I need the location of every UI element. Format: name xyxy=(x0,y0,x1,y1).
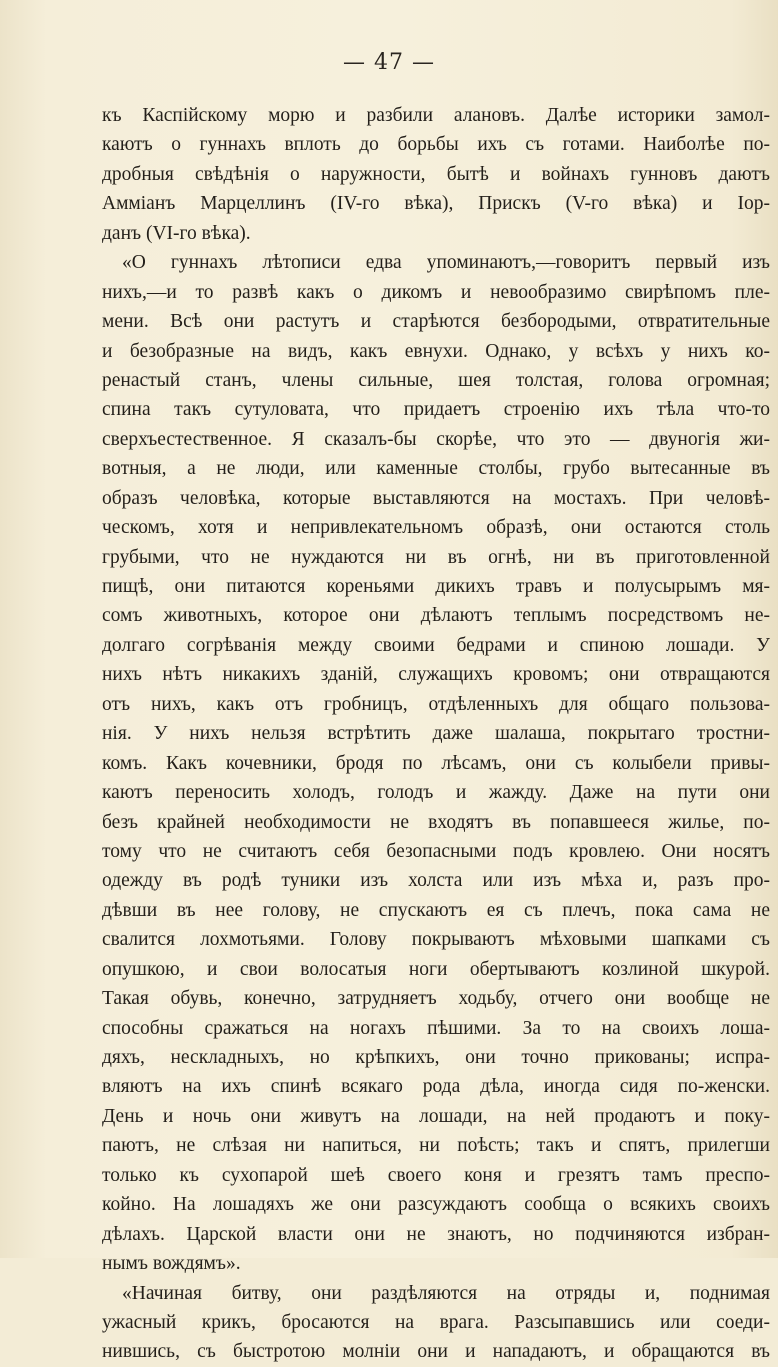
text-line: нымъ вождямъ». xyxy=(102,1253,241,1275)
text-line: каютъ переносить холодъ, голодъ и жажду. Даже на пути они xyxy=(102,782,770,804)
text-line: День и ночь они живутъ на лошади, на ней продаютъ и поку- xyxy=(102,1105,770,1127)
text-line: дробныя свѣдѣнія о наружности, бытѣ и войнахъ гунновъ даютъ xyxy=(102,163,770,185)
text-line: нихъ,—и то развѣ какъ о дикомъ и невообразимо свирѣпомъ пле- xyxy=(102,281,770,303)
text-line: вотныя, а не люди, или каменные столбы, грубо вытесанные въ xyxy=(102,458,770,480)
text-line: одежду въ родѣ туники изъ холста или изъ мѣха и, разъ про- xyxy=(102,870,770,892)
text-line: вляютъ на ихъ спинѣ всякаго рода дѣла, иногда сидя по-женски. xyxy=(102,1076,770,1098)
text-line: отъ нихъ, какъ отъ гробницъ, отдѣленныхъ для общаго пользова- xyxy=(102,693,770,715)
text-line: ренастый станъ, члены сильные, шея толстая, голова огромная; xyxy=(102,369,770,391)
text-line: комъ. Какъ кочевники, бродя по лѣсамъ, они съ колыбели привы- xyxy=(102,752,770,774)
body-text xyxy=(102,101,770,1367)
text-line: тому что не считаютъ себя безопасными подъ кровлею. Они носятъ xyxy=(102,840,770,862)
text-line: образъ человѣка, которые выставляются на мостахъ. При человѣ- xyxy=(102,487,770,509)
text-line: «Начиная битву, они раздѣляются на отряды и, поднимая xyxy=(122,1282,770,1304)
text-line: грубыми, что не нуждаются ни въ огнѣ, ни въ приготовленной xyxy=(102,546,770,568)
text-line: койно. На лошадяхъ же они разсуждаютъ сообща о всякихъ своихъ xyxy=(102,1194,770,1216)
text-line: Амміанъ Марцеллинъ (IV-го вѣка), Прискъ (V-го вѣка) и Іор- xyxy=(102,193,770,215)
text-line: нія. У нихъ нельзя встрѣтить даже шалаша, покрытаго тростни- xyxy=(102,723,770,745)
text-line: мени. Всѣ они растутъ и старѣются безбородыми, отвратительные xyxy=(102,311,770,333)
text-line: ческомъ, хотя и непривлекательномъ образѣ, они остаются столь xyxy=(102,517,770,539)
text-line: къ Каспійскому морю и разбили алановъ. Далѣе историки замол- xyxy=(102,105,770,126)
text-line: дѣлахъ. Царской власти они не знаютъ, но подчиняются избран- xyxy=(102,1223,770,1245)
text-line: нихъ нѣтъ никакихъ зданій, служащихъ кровомъ; они отвращаются xyxy=(102,664,770,686)
text-line: сомъ животныхъ, которое они дѣлаютъ теплымъ посредствомъ не- xyxy=(102,605,770,627)
text-line: свалится лохмотьями. Голову покрываютъ мѣховыми шапками съ xyxy=(102,929,770,951)
text-line: сверхъестественное. Я сказалъ-бы скорѣе, что это — двуногія жи- xyxy=(102,428,770,450)
text-line: паютъ, не слѣзая ни напиться, ни поѣсть; такъ и спятъ, прилегши xyxy=(102,1135,770,1157)
text-line: опушкою, и свои волосатыя ноги обертываютъ козлиной шкурой. xyxy=(102,958,770,980)
text-line: спина такъ сутуловата, что придаетъ строенію ихъ тѣла что-то xyxy=(102,399,770,421)
text-line: долгаго согрѣванія между своими бедрами и спиною лошади. У xyxy=(102,634,770,656)
text-line: ужасный крикъ, бросаются на врага. Разсыпавшись или соеди- xyxy=(102,1311,770,1333)
text-line: дѣвши въ нее голову, не спускаютъ ея съ плечъ, пока сама не xyxy=(102,899,770,921)
text-line: дяхъ, нескладныхъ, но крѣпкихъ, они точно прикованы; испра- xyxy=(102,1047,770,1068)
text-line: «О гуннахъ лѣтописи едва упоминаютъ,—говоритъ первый изъ xyxy=(122,252,770,274)
text-line: только къ сухопарой шеѣ своего коня и грезятъ тамъ преспо- xyxy=(102,1164,770,1186)
text-line: способны сражаться на ногахъ пѣшими. За то на своихъ лоша- xyxy=(102,1017,770,1039)
page-number: — 47 — xyxy=(343,50,435,75)
text-line: каютъ о гуннахъ вплоть до борьбы ихъ съ готами. Наиболѣе по- xyxy=(102,134,770,156)
text-line: безъ крайней необходимости не входятъ въ попавшееся жилье, по- xyxy=(102,811,770,833)
text-line: нившись, съ быстротою молніи они и нападаютъ, и обращаются въ xyxy=(102,1341,770,1363)
text-line: данъ (VI-го вѣка). xyxy=(102,222,251,244)
text-line: Такая обувь, конечно, затрудняетъ ходьбу, отчего они вообще не xyxy=(102,988,770,1010)
text-line: пищѣ, они питаются кореньями дикихъ травъ и полусырымъ мя- xyxy=(102,576,770,597)
text-line: и безобразные на видъ, какъ евнухи. Однако, у всѣхъ у нихъ ко- xyxy=(102,340,770,362)
